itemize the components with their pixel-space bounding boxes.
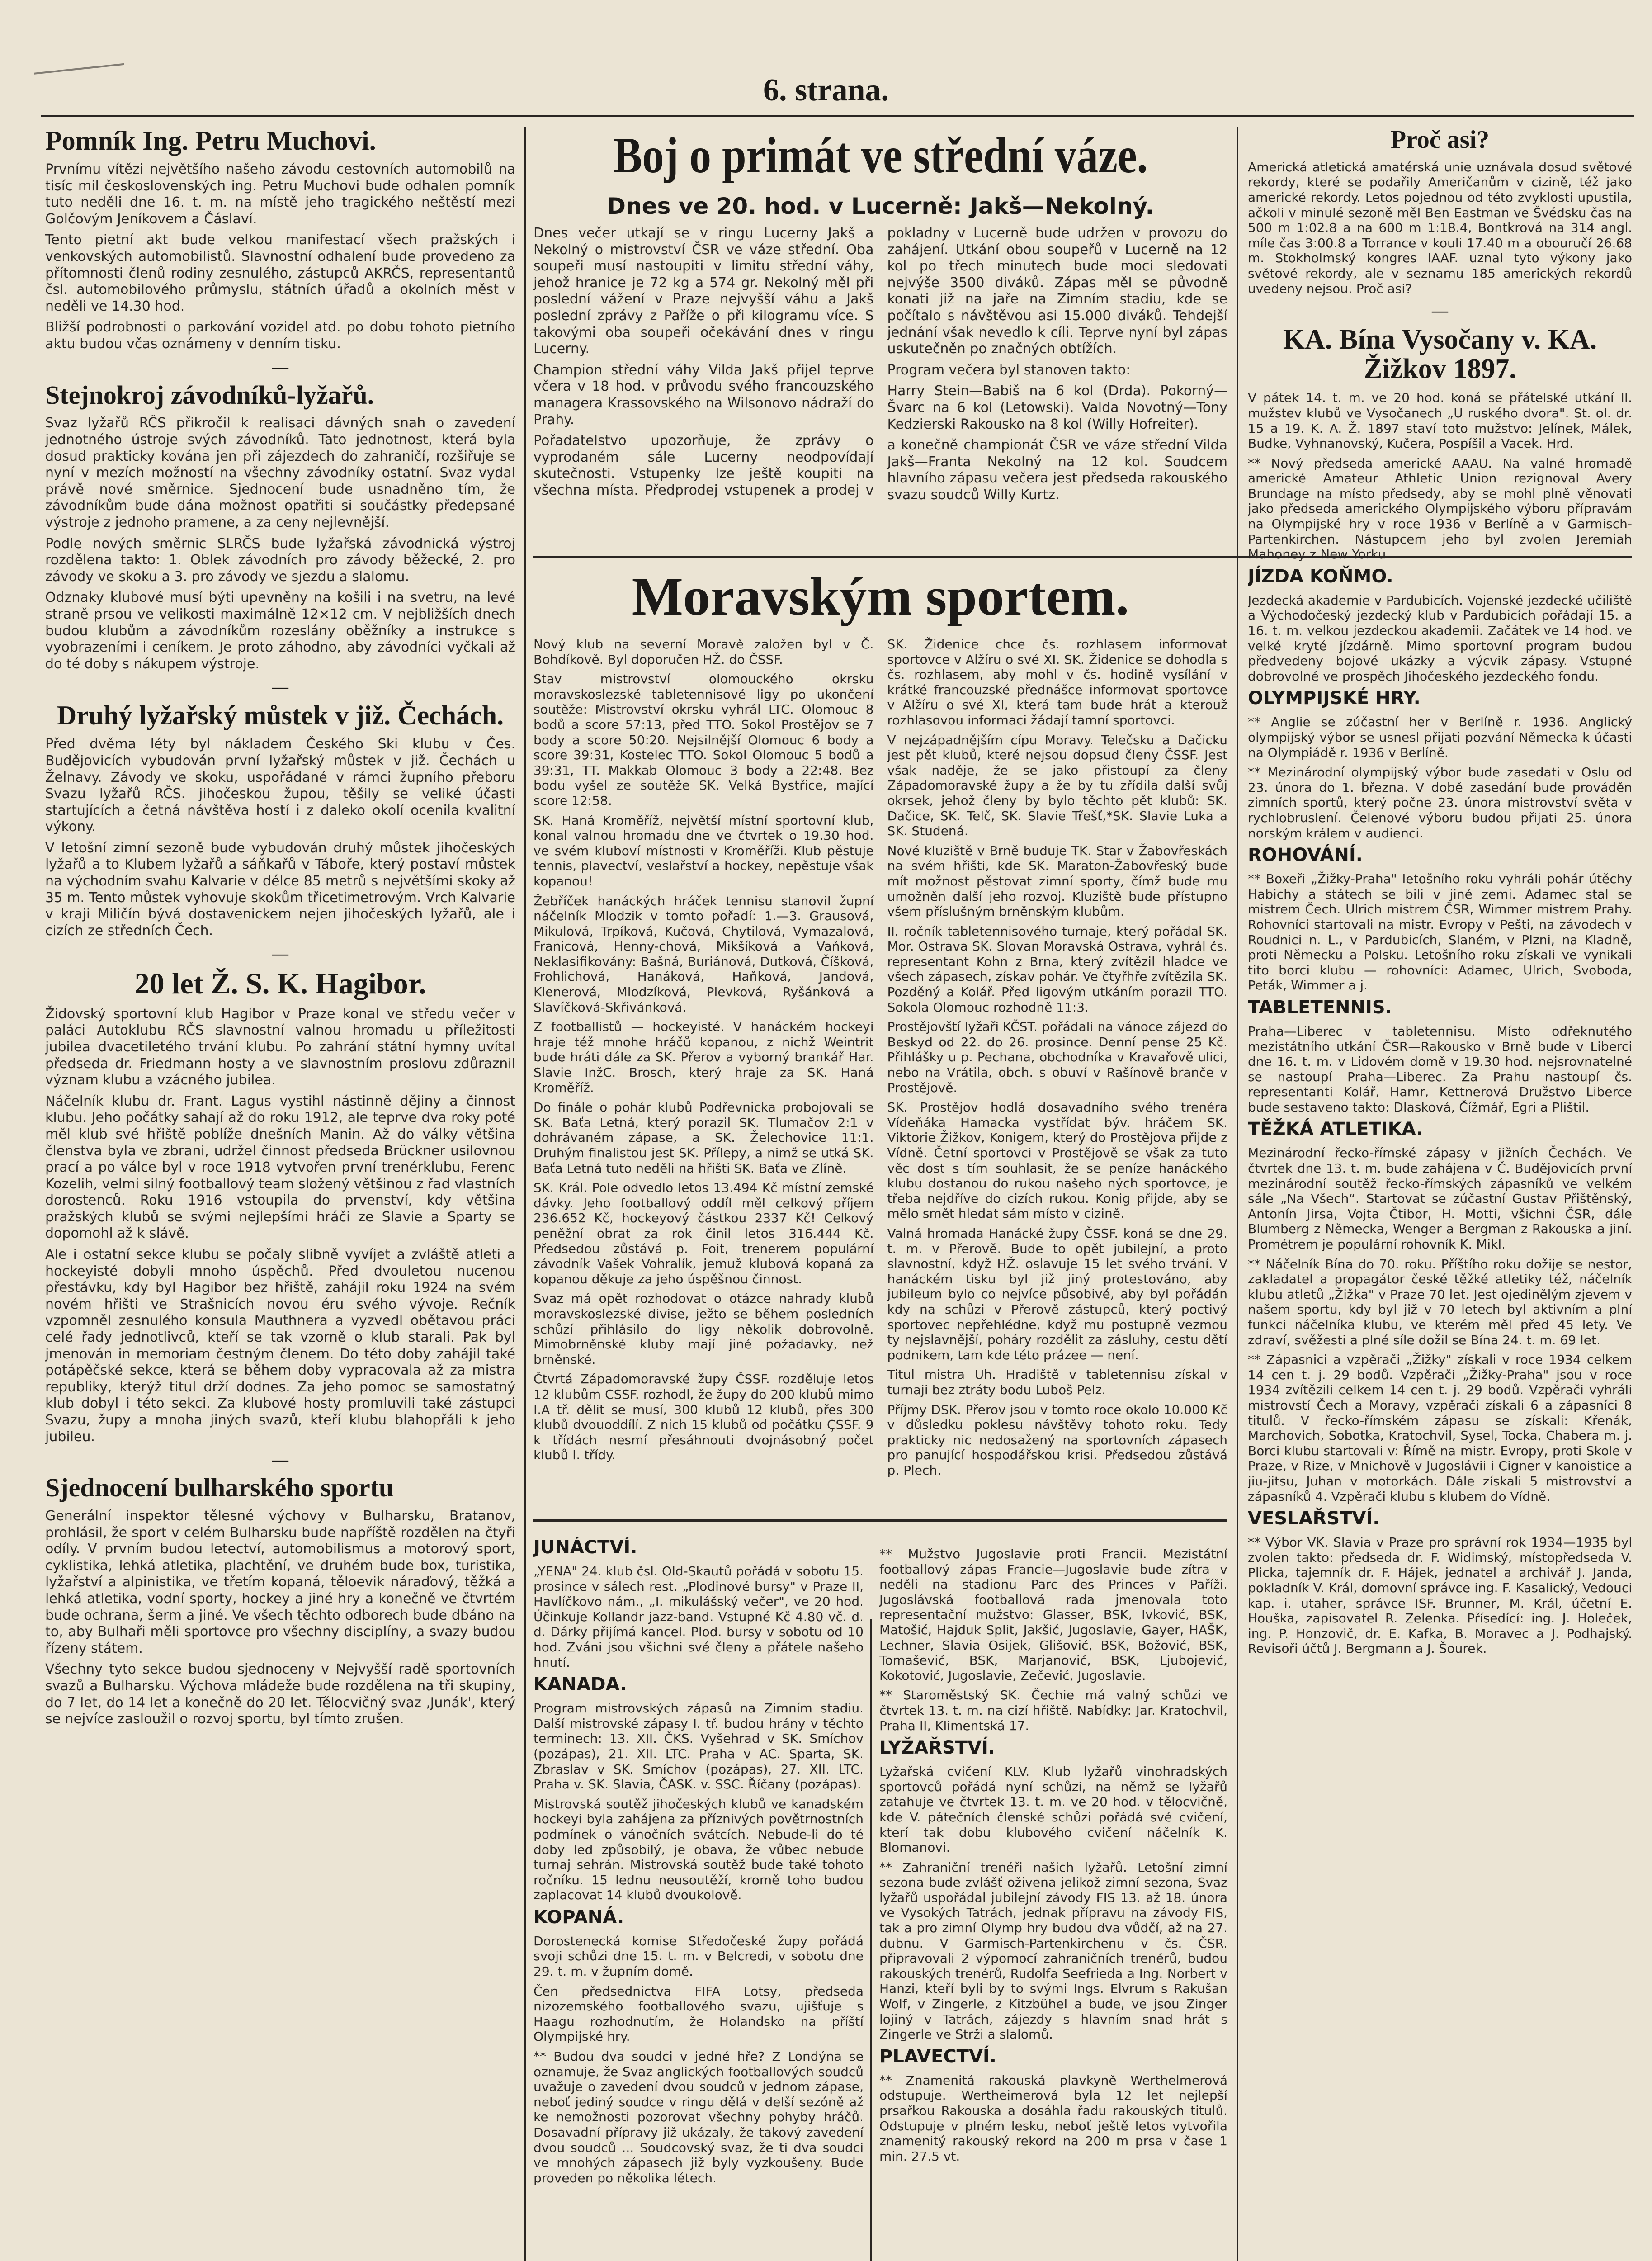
lower-center-right — [879, 1547, 1227, 2261]
paragraph: V letošní zimní sezoně bude vybudován druhý můstek jihočeských lyžařů a to Klubem lyžařů a sáňkařů v Táboře, který postaví můstek na východním svahu Kalvarie v délce 85 metrů s největšími skoky až 35 m. Tento můstek vyhovuje skokům třicetimetrovým. Vrch Kalvarie v kraji Miličín bývá dostavenickem nejen jihočeských lyžařů, ale i cizích ze středních Čech. — [45, 840, 515, 939]
paragraph: Svaz má opět rozhodovat o otázce nahrady klubů moravskoslezské divise, ježto se během posledních schůzí přihlásilo do ligy několik dobrovolně. Mimobrněnské kluby mají jiné požadavky, než brněnské. — [533, 1291, 874, 1367]
paragraph: Svaz lyžařů RČS přikročil k realisaci dávných snah o zavedení jednotného ústroje svých závodníků. Tato jednotnost, která byla dosud prakticky kována jen při zájezdech do zahraničí, rozšiřuje se nyní v mezích možností na všechny závodníky ostatní. Svaz vydal právě nové směrnice. Sjednocení bude usnadněno tím, že závodníkům bude dána možnost opatřiti si součástky předepsané výstroje z jednoho pramene, a za ceny nejlevnější. — [45, 415, 515, 530]
paragraph: ** Mezinárodní olympijský výbor bude zasedati v Oslu od 23. února do 1. března. V době zasedání bude prováděn zimních sportů, který počne 23. února mistrovství světa v rychlobruslení. Čelenové výboru budou přijati 25. února norským králem v audienci. — [1248, 765, 1632, 841]
paragraph: Harry Stein—Babiš na 6 kol (Drda). Pokorný—Švarc na 6 kol (Letowski). Valda Novotný—Tony Kedzierski Rakousko na 8 kol (Willy Hofreiter). — [887, 383, 1227, 432]
paragraph: Do finále o pohár klubů Podřevnicka probojovali se SK. Baťa Letná, který porazil SK. Tlumačov 2:1 v dohrávaném zápase, a SK. Želechovice 11:1. Druhým finalistou jest SK. Přílepy, a nimž se utká SK. Baťa Letná tuto neděli na hřišti SK. Baťa ve Zlíně. — [533, 1100, 874, 1176]
paragraph: Ale i ostatní sekce klubu se počaly slibně vyvíjet a zvláště atleti a hockeyisté dobyli mnoho úspěchů. Před dvouletou nucenou přestávku, kdy byl Hagibor bez hřiště, zahájil roku 1924 na svém novém hřišti ve Strašnicích novou éru svého vývoje. Rečník vzpomněl zesnulého konsula Mauthnera a vyzvedl obětavou práci celé řady jednotlivců, kteří se tak vzorně o klub starali. Pak byl jmenován in memoriam čestným členem. Do této doby zahájil také potápěčské sekce, která se během doby vypracovala až za mistra republiky, kterýž titul drží dodnes. Za jeho pomoc se samostatný klub dobyl i této sekci. Za klubové hosty promluvili také zástupci Svazu, župy a mnoha jiných svazů, kteří klubu blahopřáli k jeho jubileu. — [45, 1247, 515, 1445]
paragraph: Nové kluziště v Brně buduje TK. Star v Žabovřeskách na svém hřišti, kde SK. Maraton-Žabovřeský bude mít možnost pěstovat zimní sporty, čímž bude mu umožněn další jeho rozvoj. Kluziště bude přístupno všem příslušným brněnským klubům. — [887, 843, 1227, 919]
section-title-rohovani: ROHOVÁNÍ. — [1248, 845, 1363, 866]
section-title-junactvi: JUNÁCTVÍ. — [533, 1537, 637, 1558]
article-title-pomnik: Pomník Ing. Petru Muchovi. — [45, 127, 376, 156]
section-title-olympijske: OLYMPIJSKÉ HRY. — [1248, 688, 1421, 709]
paragraph: Dnes večer utkají se v ringu Lucerny Jakš a Nekolný o mistrovství ČSR ve váze střední. Oba soupeři musí nastoupiti v limitu střední váhy, jehož hranice je 72 kg a 574 gr. Nekolný měl při poslední vážení v Praze nejvyšší váhu a Jakš poslední zprávy z Paříže o při kilogramu více. S takovými oba soupeři očekávání dnes v ringu Lucerny. — [533, 225, 874, 357]
paragraph: ** Staroměstský SK. Čechie má valný schůzi ve čtvrtek 13. t. m. na cizí hřiště. Nabídky: Jar. Kratochvil, Praha II, Klimentská 17. — [879, 1688, 1227, 1733]
lower-center-left — [533, 1537, 864, 2261]
section-title-plavectvi: PLAVECTVÍ. — [879, 2046, 997, 2067]
main-subheadline: Dnes ve 20. hod. v Lucerně: Jakš—Nekolný. — [607, 193, 1154, 219]
paragraph: Z footballistů — hockeyisté. V hanáckém hockeyi hraje též mnohe hráčů kopanou, z nichž Weintrit bude hráti dále za SK. Přerov a vyborný brankář Har. Slavie InžC. Brosch, který hraje za SK. Haná Kroměříž. — [533, 1019, 874, 1095]
moravian-section — [533, 565, 1227, 1510]
paragraph: Prostějovští lyžaři KČST. pořádali na vánoce zájezd do Beskyd od 22. do 26. prosince. Denní pense 25 Kč. Přihlášky u p. Pechana, obchodníka v Kravařově ulici, nebo na Vrátila, obch. s obuví v Rašínově branče v Prostějově. — [887, 1019, 1227, 1095]
paragraph: Podle nových směrnic SLRČS bude lyžařská závodnická výstroj rozdělena takto: 1. Oblek závodních pro závody běžecké, 2. pro závody ve skoku a 3. pro závody ve sjezdu a slalomu. — [45, 535, 515, 585]
section-title-veslarstvi: VESLAŘSTVÍ. — [1248, 1508, 1380, 1529]
paragraph: SK. Židenice chce čs. rozhlasem informovat sportovce v Alžíru o své XI. SK. Židenice se dohodla s čs. rozhlasem, aby mohl v čs. hodině vysílání v krátké francouzské přednášce informovat sportovce v Alžíru o své XI, která tam bude hrát a kterouž rozhlasovou informaci žádají tamní sportovci. — [887, 637, 1227, 728]
column-rule-3 — [524, 1519, 526, 2261]
article-title-proc-asi: Proč asi? — [1390, 127, 1490, 154]
paragraph: Příjmy DSK. Přerov jsou v tomto roce okolo 10.000 Kč v důsledku poklesu návštěvy tohoto roku. Tedy prakticky nic nedosažený na sportovních zápasech pro panující hospodářskou krisi. Předsedou zůstává p. Plech. — [887, 1402, 1227, 1478]
corner-mark — [34, 63, 129, 115]
paragraph: Program mistrovských zápasů na Zimním stadiu. Další mistrovské zápasy I. tř. budou hrány v těchto terminech: 13. XII. ČKS. Vyšehrad v SK. Smíchov (pozápas), 21. XII. LTC. Praha v AC. Sparta, SK. Zbraslav v SK. Smíchov (pozápas), 27. XII. LTC. Praha v. SK. Slavia, ČASK. v. SSC. Říčany (pozápas). — [533, 1701, 864, 1792]
paragraph: SK. Prostějov hodlá dosavadního svého trenéra Vídeňáka Hamacka vystřídat býv. hráčem SK. Viktorie Žižkov, Konigem, který do Prostějova přijde z Vídně. Četní sportovci v Prostějově se však za tuto věc dost s tím souhlasit, že se peníze hanáckého klubu dostanou do rukou našeho ných sportovce, je třeba nejdříve do cizích rukou. Konig přijde, aby se mělo smět hledat sám místo v cizině. — [887, 1100, 1227, 1221]
paragraph: Praha—Liberec v tabletennisu. Místo odřeknutého mezistátního utkání ČSR—Rakousko v Brně bude v Liberci dne 16. t. m. v Lidovém domě v 19.30 hod. nejsrovnatelné se nastoupí Praha—Liberec. Za Prahu nastoupí čs. representanti Kolář, Hamr, Kettnerová Družstvo Liberce bude sestaveno takto: Dlasková, Čížmář, Egri a Plištil. — [1248, 1023, 1632, 1115]
section-title-jizda: JÍZDA KOŇMO. — [1248, 566, 1393, 587]
section-title-kanada: KANADA. — [533, 1674, 627, 1695]
paragraph: ** Zápasnici a vzpěrači „Žižky" získali v roce 1934 celkem 14 cen t. j. 29 bodů. Vzpěrači „Žižky-Praha" jsou v roce 1934 zvítězili celkem 14 cen t. j. 29 bodů. Vzpěrači vyhráli mistrovstí Čech a Moravy, vzpěrači získali 6 a zápasníci 8 titulů. V řecko-římském zápasu se získali: Křenák, Marchovich, Sobotka, Kratochvil, Sysel, Tocka, Chabera m. j. Borci klubu startovali v: Římě na mistr. Evropy, proti Skole v Praze, v Rize, v Mnichově v Jugoslávii i Cigner v kanoistice a jiu-jitsu, Juhan v motorkách. Dále získali 5 mistrovství a zápasníků 4. Vzpěrači klubu s klubem do Vídně. — [1248, 1352, 1632, 1504]
paragraph: Valná hromada Hanácké župy ČSSF. koná se dne 29. t. m. v Přerově. Bude to opět jubilejní, a proto slavnostní, když HŽ. oslavuje 15 let svého trvání. V hanáckém tisku byl již jiný protestováno, aby jubileum bylo co nejvíce působivé, aby byl pořádán kdy na schůzi v Přerově zástupců, který poctivý sportovec nepřehlédne, když mu postupně vezmou ty nejslavnější, poháry rozdělit za zásluhy, cestu dětí podnikem, tam kde této prázee — není. — [887, 1225, 1227, 1362]
left-column: Pomník Ing. Petru Muchovi. Prvnímu vítězi největšího našeho závodu cestovních automobilů na tisíc mil československých ing. Petru Muchovi bude odhalen pomník tuto neděli dne 16. t. m. na místě jeho tragického neštěstí mezi Golčovým Jeníkovem a Čáslaví. Tento pietní akt bude velkou manifestací všech pražských i venkovských automobilistů. Slavnostní odhalení bude provedeno za přítomnosti členů rodiny zesnulého, zástupců AKRČS, representantů čsl. automobilového průmyslu, státních úřadů a okolních měst v neděli ve 14.30 hod. Bližší podrobnosti o parkování vozidel atd. po dobu tohoto pietního aktu budou včas oznámeny v denním tisku. — Stejnokroj závodníků-lyžařů. Svaz lyžařů RČS přikročil k realisaci dávných snah o zavedení jednotného ústroje svých závodníků. Tato jednotnost, která byla dosud prakticky kována jen při zájezdech do zahraničí, rozšiřuje se nyní v mezích možností na všechny závodníky ostatní. Svaz vydal právě nové směrnice. Sjednocení bude usnadněno tím, že závodníkům bude dána možnost opatřiti si součástky předepsané výstroje z jednoho pramene, a za ceny nejlevnější. Podle nových směrnic SLRČS bude lyžařská závodnická výstroj rozdělena takto: 1. Oblek závodních pro závody běžecké, 2. pro závody ve skoku a 3. pro závody ve sjezdu a slalomu. Odznaky klubové musí býti upevněny na košili i na svetru, na levé straně prsou ve velikosti maximálně 12×12 cm. V nejbližších dnech budou klubům a závodníkům rozeslány oběžníky a instrukce s vyobrazeními i ceníkem. Je proto záhodno, aby závodníci vyčkali až do té doby s nákupem výstroje. — Druhý lyžařský můstek v již. Čechách. Před dvěma léty byl nákladem Českého Ski klubu v Čes. Budějovicích vybudován první lyžařský můstek v již. Čechách u Želnavy. Závody ve skoku, uspořádané v rámci župního přeboru Svazu lyžařů RČS. jihočeskou župou, těšily se veliké účasti startujících a četná návštěva hostí i z daleko okolí ocenila kvalitní výkony. V letošní zimní sezoně bude vybudován druhý můstek jihočeských lyžařů a to Klubem lyžařů a sáňkařů v Táboře, který postaví můstek na východním svahu Kalvarie v délce 85 metrů s největšími skoky až 35 m. Tento můstek vyhovuje skokům třicetimetrovým. Vrch Kalvarie v kraji Miličín bývá dostavenickem nejen jihočeských lyžařů, ale i cizích ze středních Čech. — 20 let Ž. S. K. Hagibor. Židovský sportovní klub Hagibor v Praze konal ve středu večer v paláci Autoklubu RČS slavnostní valnou hromadu u příležitosti jubilea dvacetiletého trvání klubu. Po zahrání státní hymny uvítal předseda dr. Friedmann hosty a ve slavnostním proslovu zdůraznil význam klubu a vzácného jubilea. Náčelník klubu dr. Frant. Lagus vystihl nástinně dějiny a činnost klubu. Jeho počátky sahají až do roku 1912, ale teprve dva roky poté měl klub své hřiště poblíže dnešních Manin. Až do války většina členstva byla ve zbrani, udržel činnost předseda Brückner usilovnou prací a po válce byl v roce 1918 vytvořen první trenérklubu, Ferenc Kozelih, velmi silný footballový team složený většinou z řad vlastních dorostenců. Roku 1916 vstoupila do prvenství, kdy většina pražských klubů se svými nejlepšími hráči ze Slavie a Sparty se dopomohl až k slávě. Ale i ostatní sekce klubu se počaly slibně vyvíjet a zvláště atleti a hockeyisté dobyli mnoho úspěchů. Před dvouletou nucenou přestávku, kdy byl Hagibor bez hřiště, zahájil roku 1924 na svém novém hřišti ve Strašnicích novou éru svého vývoje. Rečník vzpomněl zesnulého konsula Mauthnera a vyzvedl obětavou práci celé řady jednotlivců, kteří se tak vzorně o klub starali. Pak byl jmenován in memoriam čestným členem. Do této doby zahájil také potápěčské sekce, která se během doby vypracovala až za mistra republiky, kterýž titul drží dodnes. Za jeho pomoc se samostatný klub dobyl i této sekci. Za klubové hosty promluvili také zástupci Svazu, župy a mnoha jiných svazů, kteří klubu blahopřáli k jeho jubileu. — Sjednocení bulharského sportu Generální inspektor tělesné výchovy v Bulharsku, Bratanov, prohlásil, že sport v celém Bulharsku bude napříště rozdělen na čtyři odíly. V prvním budou letectví, automobilismus a motorový sport, cyklistika, lehká atletika, plachtění, ve druhém bude box, turistika, lyžařství a alpinistika, ve třetím kopaná, těloevik náraďový, těžká a lehká atletika, vodní sporty, hockey a jiné hry a konečně ve čtvrtém bude ochrana, šerm a jiné. Ve všech těchto odborech bude dbáno na to, aby Bulhaři měli sportovce pro všechny disciplíny, a svazy budou řízeny státem. Všechny tyto sekce budou sjednoceny v Nejvyšší radě sportovních svazů a Bulharsku. Výchova mládeže bude rozdělena na tři skupiny, do 7 let, do 14 let a konečně do 20 let. Tělocvičný svaz ‚Junák', který se nejvíce zasloužil o rozvoj sportu, byl tímto zrušen. — [45, 127, 515, 1727]
paragraph: Před dvěma léty byl nákladem Českého Ski klubu v Čes. Budějovicích vybudován první lyžařský můstek v již. Čechách u Želnavy. Závody ve skoku, uspořádané v rámci župního přeboru Svazu lyžařů RČS. jihočeskou župou, těšily se veliké účasti startujících a četná návštěva hostí i z daleko okolí ocenila kvalitní výkony. — [45, 736, 515, 835]
paragraph: Jezdecká akademie v Pardubicích. Vojenské jezdecké učiliště a Východočeský jezdecký klub v Pardubicích pořádají 15. a 16. t. m. velkou jezdeckou akademii. Začátek ve 14 hod. ve velké kryté jízdárně. Mimo sportovní program budou předvedeny bojové ukázky a výcvik zápasy. Vstupné dobrovolné ve prospěch Jihočeského jezdeckého fondu. — [1248, 592, 1632, 684]
article-title-bulharsko: Sjednocení bulharského sportu — [45, 1473, 394, 1503]
paragraph: ** Náčelník Bína do 70. roku. Příštího roku dožije se nestor, zakladatel a propagátor české těžké atletiky též, náčelník klubu atletů „Žižka" v Praze 70 let. Jest ojedinělým zjevem v našem sportu, kdy byl již v 70 letech byl aktivním a plní funkci náčelníka klubu, ve kterém měl před 45 lety. Ve zdraví, svěžesti a plné síle dožil se Bína 24. t. m. 69 let. — [1248, 1256, 1632, 1348]
paragraph: ** Boxeři „Žižky-Praha" letošního roku vyhráli pohár útěchy Habichy a státech se bili v jiné zemi. Adamec stal se mistrem Čech. Ulrich mistrem ČSR, Wimmer mistrem Prahy. Rohovníci startovali na mistr. Evropy v Pešti, na závodech v Roudnici n. L., v Pardubicích, Slaném, v Plzni, na Kladně, proti Německu a Polsku. Letošního roku získali ve vynikali tito borci klubu — rohovníci: Adamec, Ulrich, Svoboda, Peták, Wimmer a j. — [1248, 871, 1632, 993]
paragraph: Program večera byl stanoven takto: — [887, 362, 1131, 378]
paragraph: SK. Král. Pole odvedlo letos 13.494 Kč místní zemské dávky. Jeho footballový oddíl měl celkový příjem 236.652 Kč, hockeyový částkou 2337 Kč! Celkový peněžní obrat za rok činil letos 316.444 Kč. Předsedou zůstává p. Foit, trenerem populární závodník Vašek Vohralík, jemuž klubová kopaná za kopanou děkuje za jeho úspěšnou činnost. — [533, 1180, 874, 1287]
paragraph: ** Mužstvo Jugoslavie proti Francii. Mezistátní footballový zápas Francie—Jugoslavie bude zítra v neděli na stadionu Parc des Princes v Paříži. Jugoslávská footballová rada jmenovala toto representační mužstvo: Glasser, BSK, Ivković, BSK, Matošić, Hajduk Split, Jakšić, Jugoslavie, Gayer, HAŠK, Lechner, Slavia Osijek, Glišović, BSK, Božović, BSK, Tomašević, BSK, Marjanović, BSK, Ljubojević, Kokotović, Jugoslavie, Zečević, Jugoslavie. — [879, 1547, 1227, 1683]
section-title-tabletennis: TABLETENNIS. — [1248, 997, 1392, 1018]
section-title-kopana: KOPANÁ. — [533, 1906, 624, 1928]
section-title-tezka-atletika: TĚŽKÁ ATLETIKA. — [1248, 1119, 1423, 1140]
paragraph: Bližší podrobnosti o parkování vozidel atd. po dobu tohoto pietního aktu budou včas oznámeny v denním tisku. — [45, 319, 515, 352]
paragraph: Náčelník klubu dr. Frant. Lagus vystihl nástinně dějiny a činnost klubu. Jeho počátky sahají až do roku 1912, ale teprve dva roky poté měl klub své hřiště poblíže dnešních Manin. Až do války většina členstva byla ve zbrani, udržel činnost předseda Brückner usilovnou prací a po válce byl v roce 1918 vytvořen první trenérklubu, Ferenc Kozelih, velmi silný footballový team složený většinou z řad vlastních dorostenců. Roku 1916 vstoupila do prvenství, kdy většina pražských klubů se svými nejlepšími hráči ze Slavie a Sparty se dopomohl až k slávě. — [45, 1093, 515, 1242]
paragraph: ** Nový předseda americké AAAU. Na valné hromadě americké Amateur Athletic Union rezignoval Avery Brundage na místo předsedy, aby se mohl plně věnovati jako předseda amerického Olympijského výboru přípravám na Olympijské hry v roce 1936 v Berlíně a v Garmisch-Partenkirchen. Nástupcem jeho byl zvolen Jeremiah Mahoney z New Yorku. — [1248, 455, 1632, 562]
paragraph: Generální inspektor tělesné výchovy v Bulharsku, Bratanov, prohlásil, že sport v celém Bulharsku bude napříště rozdělen na čtyři odíly. V prvním budou letectví, automobilismus a motorový sport, cyklistika, lehká atletika, plachtění, ve druhém bude box, turistika, lyžařství a alpinistika, ve třetím kopaná, těloevik náraďový, těžká a lehká atletika, vodní sporty, hockey a jiné hry a konečně ve čtvrtém bude ochrana, šerm a jiné. Ve všech těchto odborech bude dbáno na to, aby Bulhaři měli sportovce pro všechny disciplíny, a svazy budou řízeny státem. — [45, 1508, 515, 1656]
section-title-lyzarstvi: LYŽAŘSTVÍ. — [879, 1737, 996, 1759]
paragraph: Všechny tyto sekce budou sjednoceny v Nejvyšší radě sportovních svazů a Bulharsku. Výchova mládeže bude rozdělena na tři skupiny, do 7 let, do 14 let a konečně do 20 let. Tělocvičný svaz ‚Junák', který se nejvíce zasloužil o rozvoj sportu, byl tímto zrušen. — [45, 1661, 515, 1727]
paragraph: Odznaky klubové musí býti upevněny na košili i na svetru, na levé straně prsou ve velikosti maximálně 12×12 cm. V nejbližších dnech budou klubům a závodníkům rozeslány oběžníky a instrukce s vyobrazeními i ceníkem. Je proto záhodno, aby závodníci vyčkali až do té doby s nákupem výstroje. — [45, 590, 515, 672]
paragraph: Židovský sportovní klub Hagibor v Praze konal ve středu večer v paláci Autoklubu RČS slavnostní valnou hromadu u příležitosti jubilea dvacetiletého trvání klubu. Po zahrání státní hymny uvítal předseda dr. Friedmann hosty a ve slavnostním proslovu zdůraznil význam klubu a vzácného jubilea. — [45, 1006, 515, 1088]
paragraph: Lyžařská cvičení KLV. Klub lyžařů vinohradských sportovců pořádá nyní schůzi, na němž se lyžařů zatahuje ve čtvrtek 13. t. m. ve 20 hod. v tělocvičně, kde V. pátečních členské schůzi pořádá své cvičení, kterí tak dobu klubového cvičení náčelník K. Blomanovi. — [879, 1764, 1227, 1855]
paragraph: II. ročník tabletennisového turnaje, který pořádal SK. Mor. Ostrava SK. Slovan Moravská Ostrava, vyhrál čs. representant Kohn z Brna, který zvítězil hladce ve všech zápasech, získav pohár. Ve čtyřhře zvítězila SK. Pozděný a Kolář. Před ligovým utkáním porazil TTO. Sokola Olomouc rozhodně 11:3. — [887, 923, 1227, 1015]
article-title-stejnokroj: Stejnokroj závodníků-lyžařů. — [45, 380, 374, 410]
main-headline: Boj o primát ve střední váze. — [613, 128, 1148, 184]
paragraph: ** Anglie se zúčastní her v Berlíně r. 1936. Anglický olympijský výbor se usnesl přijati pozvání Německa k účasti na Olympiádě r. 1936 v Berlíně. — [1248, 714, 1632, 760]
header-rule — [41, 115, 1634, 117]
paragraph: ** Výbor VK. Slavia v Praze pro správní rok 1934—1935 byl zvolen takto: předseda dr. F. Widimský, místopředseda V. Plicka, tajemník dr. F. Hájek, jednatel a archivář J. Janda, pokladník V. Král, domovní správce ing. F. Kasalický, Vedouci kap. i. utaher, správce ISF. Brunner, M. Král, účetní E. Houška, zapisovatel R. Zelenka. Přísedící: ing. J. Holeček, ing. P. Honzovič, dr. E. Kafka, B. Moravec a J. Podhajský. Revisoři účtů J. Bergmann a J. Šourek. — [1248, 1535, 1632, 1656]
moravian-headline: Moravským sportem. — [632, 566, 1129, 626]
paragraph: ** Znamenitá rakouská plavkyně Werthelmerová odstupuje. Wertheimerová byla 12 let nejlepší prsařkou Rakouska a dosáhla řadu rakouských titulů. Odstupuje v plném lesku, neboť ještě letos vytvořila znamenitý rakouský rekord na 200 m prsa v čase 1 min. 27.5 vt. — [879, 2072, 1227, 2164]
paragraph: Žebříček hanáckých hráček tennisu stanovil župní náčelník Mlodzik v tomto pořadí: 1.—3. Grausová, Mikulová, Trpíková, Kučová, Chytilová, Vymazalová, Franicová, Henny-chová, Mikšíková a Vaňková, Neklasifikovány: Bašná, Buriánová, Dutková, Číšková, Frohlichová, Hanáková, Haňková, Jandová, Klenerová, Mlodzíková, Plevková, Ryšánková a Slavíčková-Skřivánková. — [533, 893, 874, 1015]
divider-heavy — [533, 1519, 1227, 1522]
center-main — [533, 127, 1227, 579]
paragraph: Titul mistra Uh. Hradiště v tabletennisu získal v turnaji bez ztráty bodu Luboš Pelz. — [887, 1367, 1227, 1397]
paragraph: Čen předsednictva FIFA Lotsy, předseda nizozemského footballového svazu, ujišťuje s Haagu rozhodnutím, že Holandsko na příští Olympijské hry. — [533, 1983, 864, 2044]
column-rule-4 — [870, 1619, 872, 2261]
page-header — [0, 0, 1652, 118]
paragraph: Americká atletická amatérská unie uznávala dosud světové rekordy, které se podařily Američanům v cizině, též jako americké rekordy. Letos pojednou od této zvyklosti upustila, ačkoli v minulé sezoně měl Ben Eastman ve Švédsku čas na 500 m 1:02.8 a na 600 m 1:18.4, Bontkrová na 314 angl. míle čas 3:00.8 a Torrance v kouli 17.40 m a obouručí 26.68 m. Stokholmský kongres IAAF. uznal tyto výkony jako světové rekordy, ale v seznamu 185 amerických rekordů uvedeny nejsou. Proč asi? — [1248, 159, 1632, 296]
paragraph: Čtvrtá Západomoravské župy ČSSF. rozděluje letos 12 klubům CSSF. rozhodl, že župy do 200 klubů mimo I.A tř. dělit se musí, 300 klubů 12 klubů, přes 300 klubů dvouoddílí. Z nich 15 klubů od počátku ÇSSF. 9 k třídách nesmí přesáhnouti dvojnásobný počet klubů I. třídy. — [533, 1372, 874, 1463]
paragraph: ** Budou dva soudci v jedné hře? Z Londýna se oznamuje, že Svaz anglických footballových soudců uvažuje o zavedení dvou soudců v jednom zápase, neboť jediný soudce v ringu dělá v delší sezóně až ke nemožnosti pozorovat všechny pohyby hráčů. Dosavadní přípravy již ukázaly, že takový zavedení dvou soudců ... Soudcovský svaz, že ti dva soudci ve mnohých zápasech již byly vyzkoušeny. Bude proveden po několika létech. — [533, 2049, 864, 2185]
paragraph: a konečně championát ČSR ve váze střední Vilda Jakš—Franta Nekolný na 12 kol. Soudcem hlavního zápasu večera jest předseda rakouského svazu soudců Willy Kurtz. — [887, 437, 1227, 503]
article-title-hagibor: 20 let Ž. S. K. Hagibor. — [134, 967, 426, 1001]
paragraph: Tento pietní akt bude velkou manifestací všech pražských i venkovských automobilistů. Slavnostní odhalení bude provedeno za přítomnosti členů rodiny zesnulého, zástupců AKRČS, representantů čsl. automobilového průmyslu, státních úřadů a okolních měst v neděli ve 14.30 hod. — [45, 232, 515, 314]
paragraph: Dorostenecká komise Středočeské župy pořádá svoji schůzi dne 15. t. m. v Belcredi, v sobotu dne 29. t. m. v župním domě. — [533, 1933, 864, 1979]
paragraph: Mistrovská soutěž jihočeských klubů ve kanadském hockeyi byla zahájena za příznivých povětrnostních podmínek o vánočních svátcích. Nebude-li do té doby led způsobilý, je obava, že vůbec nebude turnaj sehrán. Mistrovská soutěž bude také tohoto ročníku. 15 lednu neusoutěží, kromě toho budou zaplacovat 14 klubů dvoukolově. — [533, 1796, 864, 1903]
paragraph: Pořadatelstvo upozorňuje, že zprávy o vyprodaném sále Lucerny neodpovídají skutečnosti. Vstupenky lze ještě koupiti na všechna místa. Předprodej vstupenek a prodej v pokladny v Lucerně bude udržen v provozu do zahájení. Utkání obou soupeřů v Lucerně na 12 kol po třech minutech bude moci sledovati nejvýše 3500 diváků. Zápas měl se původně konati již na jaře na Zimním stadiu, kde se počítalo s návštěvou asi 15.000 diváků. Tehdejší jednání však nevedlo k cíli. Teprve nyní byl zápas uskutečněn po značných obtížích. — [533, 225, 1227, 498]
page-number: 6. strana. — [763, 73, 889, 108]
paragraph: ** Zahraniční trenéři našich lyžařů. Letošní zimní sezona bude zvlášť oživena jelikož zimní sezona, Svaz lyžařů uspořádal jubilejní závody FIS 13. až 18. února ve Vysokých Tatrách, jednak přípravu na závody FIS, tak a pro zimní Olymp hry budou dva vůdčí, až na 27. dubnu. V Garmisch-Partenkirchenu v čs. ČSR. připravovali 2 výpomocí zahraničních trenérů, budou rakouských trenérů, Rudolfa Seefrieda a Ing. Norbert v Hanzi, kteří byli by to svými Ings. Elvrum s Rakušan Wolf, v Zingerle, z Kitzbühel a bude, ve jsou Zinger lojiný v Tatrách, zájezdy s hlavním snad hrát s Zingerle ve Strži a slalomů. — [879, 1859, 1227, 2042]
right-column: Proč asi? Americká atletická amatérská unie uznávala dosud světové rekordy, které se podařily Američanům v cizině, též jako americké rekordy. Letos pojednou od této zvyklosti upustila, ačkoli v minulé sezoně měl Ben Eastman ve Švédsku čas na 500 m 1:02.8 a na 600 m 1:18.4, Bontkrová na 314 angl. míle čas 3:00.8 a Torrance v kouli 17.40 m a obouručí 26.68 m. Stokholmský kongres IAAF. uznal tyto výkony jako světové rekordy, ale v seznamu 185 amerických rekordů uvedeny nejsou. Proč asi? — KA. Bína Vysočany v. KA. Žižkov 1897. V pátek 14. t. m. ve 20 hod. koná se přátelské utkání II. mužstev klubů ve Vysočanech „U ruského dvora". St. ol. dr. 15 a 19. K. A. Ž. 1897 staví toto mužstvo: Jelínek, Málek, Budke, Vyhnanovský, Kučera, Pospíšil a Vacek. Hrd. ** Nový předseda americké AAAU. Na valné hromadě americké Amateur Athletic Union rezignoval Avery Brundage na místo předsedy, aby se mohl plně věnovati jako předseda amerického Olympijského výboru přípravám na Olympijské hry v roce 1936 v Berlíně a v Garmisch-Partenkirchen. Nástupcem jeho byl zvolen Jeremiah Mahoney z New Yorku. JÍZDA KOŇMO. Jezdecká akademie v Pardubicích. Vojenské jezdecké učiliště a Východočeský jezdecký klub v Pardubicích pořádají 15. a 16. t. m. velkou jezdeckou akademii. Začátek ve 14 hod. ve velké kryté jízdárně. Mimo sportovní program budou předvedeny bojové ukázky a výcvik zápasy. Vstupné dobrovolné ve prospěch Jihočeského jezdeckého fondu. OLYMPIJSKÉ HRY. ** Anglie se zúčastní her v Berlíně r. 1936. Anglický olympijský výbor se usnesl přijati pozvání Německa k účasti na Olympiádě r. 1936 v Berlíně. ** Mezinárodní olympijský výbor bude zasedati v Oslu od 23. února do 1. března. V době zasedání bude prováděn zimních sportů, který počne 23. února mistrovství světa v rychlobruslení. Čelenové výboru budou přijati 25. února norským králem v audienci. ROHOVÁNÍ. ** Boxeři „Žižky-Praha" letošního roku vyhráli pohár útěchy Habichy a státech se bili v jiné zemi. Adamec stal se mistrem Čech. Ulrich mistrem ČSR, Wimmer mistrem Prahy. Rohovníci startovali na mistr. Evropy v Pešti, na závodech v Roudnici n. L., v Pardubicích, Slaném, v Plzni, na Kladně, proti Německu a Polsku. Letošního roku získali ve vynikali tito borci klubu — rohovníci: Adamec, Ulrich, Svoboda, Peták, Wimmer a j. TABLETENNIS. Praha—Liberec v tabletennisu. Místo odřeknutého mezistátního utkání ČSR—Rakousko v Brně bude v Liberci dne 16. t. m. v Lidovém domě v 19.30 hod. nejsrovnatelné se nastoupí Praha—Liberec. Za Prahu nastoupí čs. representanti Kolář, Hamr, Kettnerová Družstvo Liberce bude sestaveno takto: Dlasková, Čížmář, Egri a Plištil. TĚŽKÁ ATLETIKA. Mezinárodní řecko-římské zápasy v jižních Čechách. Ve čtvrtek dne 13. t. m. bude zahájena v Č. Budějovicích první mezinárodní soutěž řecko-římských zápasníků ve velkém sále „Na Všech“. Startovat se zúčastní Gustav Přištěnský, Antonín Jirsa, Vojta Čtibor, H. Motti, všichni ČSR, dále Blumberg z Německa, Wenger a Bergman z Rakouska a jiní. Prométrem je populární rohovník K. Mikl. ** Náčelník Bína do 70. roku. Příštího roku dožije se nestor, zakladatel a propagátor české těžké atletiky též, náčelník klubu atletů „Žižka" v Praze 70 let. Jest ojedinělým zjevem v našem sportu, kdy byl již v 70 letech byl aktivním a plní funkci náčelníka klubu, ve kterém měl před 45 lety. Ve zdraví, svěžesti a plné síle dožil se Bína 24. t. m. 69 let. ** Zápasnici a vzpěrači „Žižky" získali v roce 1934 celkem 14 cen t. j. 29 bodů. Vzpěrači „Žižky-Praha" jsou v roce 1934 zvítězili celkem 14 cen t. j. 29 bodů. Vzpěrači vyhráli mistrovstí Čech a Moravy, vzpěrači získali 6 a zápasníci 8 titulů. V řecko-římském zápasu se získali: Křenák, Marchovich, Sobotka, Kratochvil, Sysel, Tocka, Chabera m. j. Borci klubu startovali v: Římě na mistr. Evropy, proti Skole v Praze, v Rize, v Mnichově v Jugoslávii i Cigner v kanoistice a jiu-jitsu, Juhan v motorkách. Dále získali 5 mistrovství a zápasníků 4. Vzpěrači klubu s klubem do Vídně. VESLAŘSTVÍ. ** Výbor VK. Slavia v Praze pro správní rok 1934—1935 byl zvolen takto: předseda dr. F. Widimský, místopředseda V. Plicka, tajemník dr. F. Hájek, jednatel a archivář J. Janda, pokladník V. Král, domovní správce ing. F. Kasalický, Vedouci kap. i. utaher, správce ISF. Brunner, M. Král, účetní E. Houška, zapisovatel R. Zelenka. Přísedící: ing. J. Holeček, ing. P. Honzovič, dr. E. Kafka, B. Moravec a J. Podhajský. Revisoři účtů J. Bergmann a J. Šourek. — [1248, 127, 1632, 1656]
article-title-ka-bina: KA. Bína Vysočany v. KA. Žižkov 1897. — [1283, 324, 1597, 385]
paragraph: V pátek 14. t. m. ve 20 hod. koná se přátelské utkání II. mužstev klubů ve Vysočanech „U ruského dvora". St. ol. dr. 15 a 19. K. A. Ž. 1897 staví toto mužstvo: Jelínek, Málek, Budke, Vyhnanovský, Kučera, Pospíšil a Vacek. Hrd. — [1248, 390, 1632, 451]
paragraph: „YENA" 24. klub čsl. Old-Skautů pořádá v sobotu 15. prosince v sálech rest. „Plodinové bursy" v Praze II, Havlíčkovo nám., „I. mikulášský večer", ve 20 hod. Účinkuje Kollandr jazz-band. Vstupné Kč 4.80 vč. d. d. Dárky přijímá kancel. Plod. bursy v sobotu od 10 hod. Zváni jsou všichni své členy a přátele našeho hnutí. — [533, 1564, 864, 1670]
paragraph: Stav mistrovství olomouckého okrsku moravskoslezské tabletennisové ligy po ukončení soutěže: Mistrovství okrsku vyhrál LTC. Olomouc 8 bodů a score 57:13, před TTO. Sokol Prostějov se 7 body a score 50:20. Nejsilnější Olomouc 6 body a score 39:31, Kostelec TTO. Sokol Olomouc 5 bodů a 39:31, TT. Makkab Olomouc 3 body a 22:48. Bez bodu vyšel ze soutěže SK. Velká Bystřice, mající score 12:58. — [533, 672, 874, 808]
paragraph: V nejzápadnějším cípu Moravy. Telečsku a Dačicku jest pět klubů, které nejsou dopsud členy ČSSF. Jest však naděje, že se jako přistoupí za členy Západomoravské župy a že by tu zřídila další svůj okrsek, jehož členy by bylo těchto pět klubů: SK. Dačice, SK. Telč, SK. Slavie Třešť,*SK. Slavie Luka a SK. Studená. — [887, 732, 1227, 839]
paragraph: Mezinárodní řecko-římské zápasy v jižních Čechách. Ve čtvrtek dne 13. t. m. bude zahájena v Č. Budějovicích první mezinárodní soutěž řecko-římských zápasníků ve velkém sále „Na Všech“. Startovat se zúčastní Gustav Přištěnský, Antonín Jirsa, Vojta Čtibor, H. Motti, všichni ČSR, dále Blumberg z Německa, Wenger a Bergman z Rakouska a jiní. Prométrem je populární rohovník K. Mikl. — [1248, 1145, 1632, 1252]
paragraph: Prvnímu vítězi největšího našeho závodu cestovních automobilů na tisíc mil československých ing. Petru Muchovi bude odhalen pomník tuto neděli dne 16. t. m. na místě jeho tragického neštěstí mezi Golčovým Jeníkovem a Čáslaví. — [45, 161, 515, 227]
article-title-mustek: Druhý lyžařský můstek v již. Čechách. — [57, 700, 504, 731]
column-rule-2 — [1237, 127, 1238, 2261]
column-rule-1 — [524, 127, 526, 1519]
paragraph: Champion střední váhy Vilda Jakš přijel teprve včera v 18 hod. v průvodu svého francouzského managera Krassovského na Wilsonovo nádraží do Prahy. — [533, 362, 874, 428]
paragraph: SK. Haná Kroměříž, největší místní sportovní klub, konal valnou hromadu dne ve čtvrtek o 19.30 hod. ve svém kluboví místnosti v Kroměříži. Klub pěstuje tennis, plavectví, veslařství a hockey, nepěstuje však kopanou! — [533, 813, 874, 889]
paragraph: Nový klub na severní Moravě založen byl v Č. Bohdíkově. Byl doporučen HŽ. do ČSSF. — [533, 637, 874, 667]
